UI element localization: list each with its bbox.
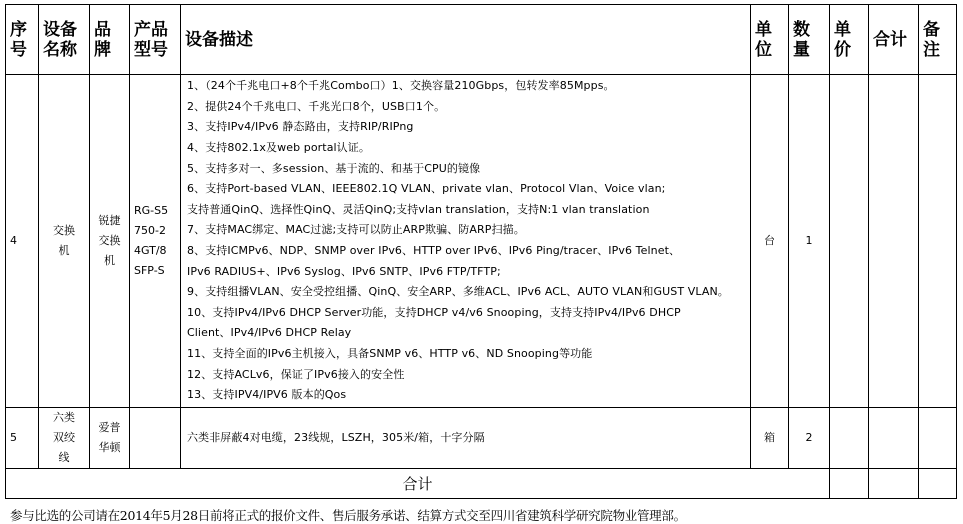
header-remark: 备 注: [919, 5, 957, 75]
equipment-table: [5, 4, 957, 499]
table-row: [6, 408, 957, 469]
total-price: [830, 469, 869, 499]
header-model: 产品 型号: [130, 5, 181, 75]
header-seq: 序 号: [6, 5, 39, 75]
row5-brand: 爱普 华顿: [90, 408, 130, 469]
row4-total: [869, 75, 919, 408]
row5-description: 六类非屏蔽4对电缆，23线规，LSZH，305米/箱，十字分隔: [181, 408, 751, 469]
row5-price: [830, 408, 869, 469]
row5-name: 六类 双绞 线: [39, 408, 90, 469]
row4-brand: 锐捷 交换 机: [90, 75, 130, 408]
row4-price: [830, 75, 869, 408]
row4-seq: 4: [6, 75, 39, 408]
header-desc: 设备描述: [181, 5, 751, 75]
row5-total: [869, 408, 919, 469]
footnote: 参与比选的公司请在2014年5月28日前将正式的报价文件、售后服务承诺、结算方式交至四川省建筑科学研究院物业管理部。: [10, 508, 686, 523]
total-label: 合计: [6, 469, 830, 499]
total-row: [6, 469, 957, 499]
row4-description: 1、（24个千兆电口+8个千兆Combo口）1、交换容量210Gbps，包转发率85Mpps。 2、提供24个千兆电口、千兆光口8个，USB口1个。 3、支持IPv4/IPv6 静态路由，支持RIP/RIPng 4、支持802.1x及web portal认证。 5、支持多对一、多session、基于流的、和基于CPU的镜像 6、支持Port-based VLAN、IEEE802.1Q VLAN、private vlan、Protocol Vlan、Voice vlan; 支持普通QinQ、选择性QinQ、灵活QinQ;支持vlan translation，支持N:1 vlan translation 7、支持MAC绑定、MAC过滤;支持可以防止ARP欺骗、防ARP扫描。 8、支持ICMPv6、NDP、SNMP over IPv6、HTTP over IPv6、IPv6 Ping/tracer、IPv6 Telnet、 IPv6 RADIUS+、IPv6 Syslog、IPv6 SNTP、IPv6 FTP/TFTP; 9、支持组播VLAN、安全受控组播、QinQ、安全ARP、多维ACL、IPv6 ACL、AUTO VLAN和GUST VLAN。 10、支持IPv4/IPv6 DHCP Server功能，支持DHCP v4/v6 Snooping，支持支持IPv4/IPv6 DHCP Client、IPv4/IPv6 DHCP Relay 11、支持全面的IPv6主机接入，具备SNMP v6、HTTP v6、ND Snooping等功能 12、支持ACLv6，保证了IPv6接入的安全性 13、支持IPV4/IPV6 版本的Qos: [181, 75, 751, 408]
row5-seq: 5: [6, 408, 39, 469]
table-row: [6, 75, 957, 408]
row4-unit: 台: [751, 75, 789, 408]
row4-model: RG-S5 750-2 4GT/8 SFP-S: [130, 75, 181, 408]
total-remark: [919, 469, 957, 499]
row5-model: [130, 408, 181, 469]
header-price: 单 价: [830, 5, 869, 75]
header-qty: 数 量: [789, 5, 830, 75]
header-name: 设备 名称: [39, 5, 90, 75]
row5-unit: 箱: [751, 408, 789, 469]
row4-remark: [919, 75, 957, 408]
row4-name: 交换 机: [39, 75, 90, 408]
header-row: [6, 5, 957, 75]
header-brand: 品 牌: [90, 5, 130, 75]
header-total: 合计: [869, 5, 919, 75]
total-sum: [869, 469, 919, 499]
row5-remark: [919, 408, 957, 469]
row4-qty: 1: [789, 75, 830, 408]
header-unit: 单 位: [751, 5, 789, 75]
row5-qty: 2: [789, 408, 830, 469]
